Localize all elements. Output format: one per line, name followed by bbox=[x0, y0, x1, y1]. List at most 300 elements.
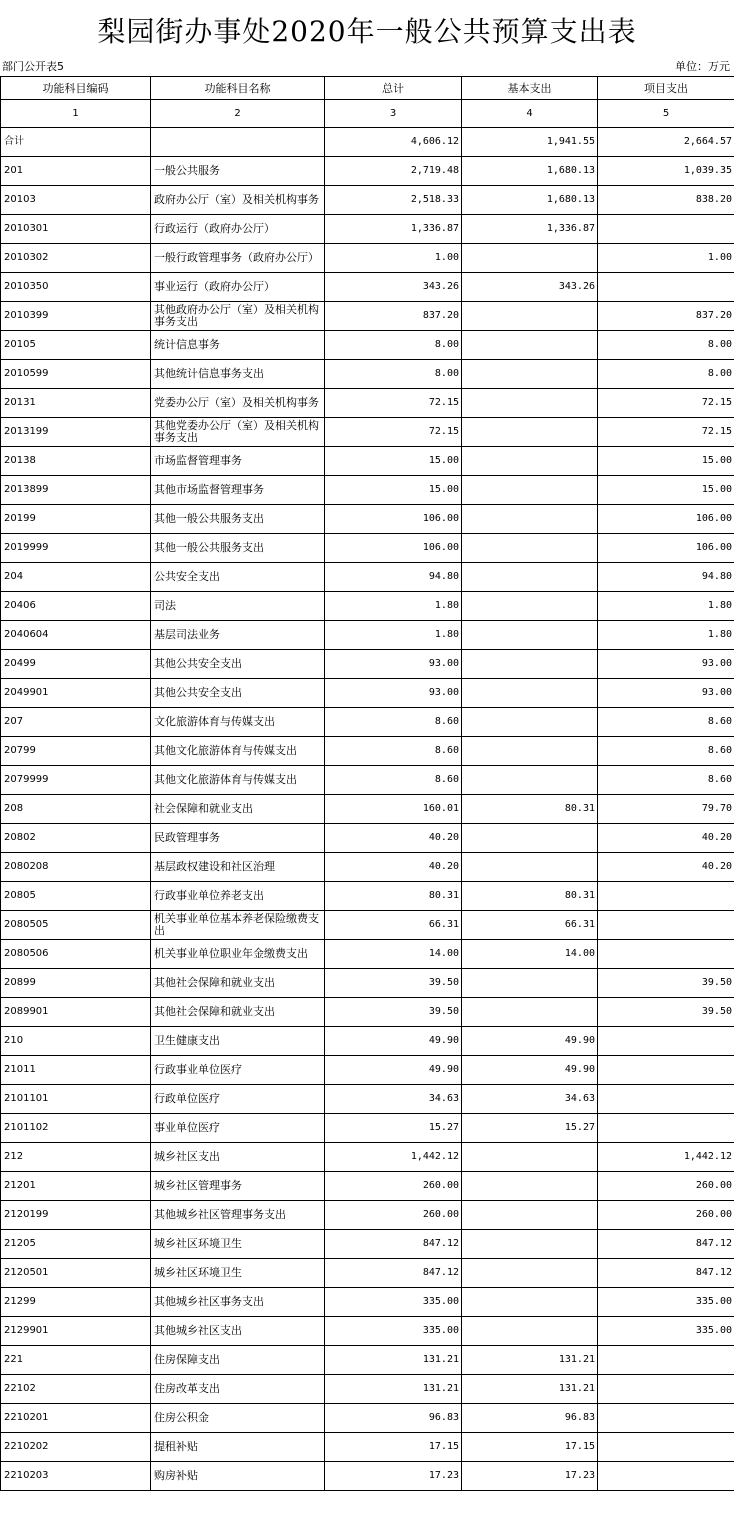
total-cell: 131.21 bbox=[325, 1375, 462, 1404]
total-cell: 93.00 bbox=[325, 650, 462, 679]
name-cell: 行政单位医疗 bbox=[151, 1085, 325, 1114]
total-cell: 1,442.12 bbox=[325, 1143, 462, 1172]
code-cell: 2129901 bbox=[1, 1317, 151, 1346]
table-row bbox=[1, 621, 734, 650]
table-row bbox=[1, 302, 734, 331]
total-cell: 72.15 bbox=[325, 389, 462, 418]
code-cell: 2019999 bbox=[1, 534, 151, 563]
index-cell: 3 bbox=[325, 100, 462, 128]
name-cell: 基层政权建设和社区治理 bbox=[151, 853, 325, 882]
basic-cell: 131.21 bbox=[462, 1346, 598, 1375]
code-cell: 21011 bbox=[1, 1056, 151, 1085]
total-cell: 847.12 bbox=[325, 1259, 462, 1288]
project-cell bbox=[598, 911, 734, 940]
name-cell: 其他城乡社区管理事务支出 bbox=[151, 1201, 325, 1230]
table-row bbox=[1, 273, 734, 302]
total-cell: 80.31 bbox=[325, 882, 462, 911]
project-cell: 1,442.12 bbox=[598, 1143, 734, 1172]
code-cell: 21205 bbox=[1, 1230, 151, 1259]
code-cell: 22102 bbox=[1, 1375, 151, 1404]
basic-cell: 17.15 bbox=[462, 1433, 598, 1462]
total-cell: 106.00 bbox=[325, 505, 462, 534]
code-cell: 2120199 bbox=[1, 1201, 151, 1230]
basic-cell bbox=[462, 389, 598, 418]
basic-cell bbox=[462, 1259, 598, 1288]
total-cell: 1.80 bbox=[325, 592, 462, 621]
name-cell: 其他统计信息事务支出 bbox=[151, 360, 325, 389]
total-cell: 34.63 bbox=[325, 1085, 462, 1114]
basic-cell bbox=[462, 302, 598, 331]
name-cell: 其他一般公共服务支出 bbox=[151, 505, 325, 534]
project-cell: 847.12 bbox=[598, 1230, 734, 1259]
code-cell: 2010350 bbox=[1, 273, 151, 302]
total-cell: 96.83 bbox=[325, 1404, 462, 1433]
project-cell: 15.00 bbox=[598, 447, 734, 476]
name-cell: 社会保障和就业支出 bbox=[151, 795, 325, 824]
total-cell: 17.23 bbox=[325, 1462, 462, 1491]
total-cell: 17.15 bbox=[325, 1433, 462, 1462]
name-cell: 一般公共服务 bbox=[151, 157, 325, 186]
basic-cell bbox=[462, 534, 598, 563]
table-body bbox=[1, 128, 734, 1491]
code-cell: 207 bbox=[1, 708, 151, 737]
table-row bbox=[1, 1317, 734, 1346]
basic-cell bbox=[462, 1288, 598, 1317]
project-cell: 72.15 bbox=[598, 418, 734, 447]
project-cell: 79.70 bbox=[598, 795, 734, 824]
total-cell: 93.00 bbox=[325, 679, 462, 708]
project-cell: 8.60 bbox=[598, 708, 734, 737]
project-cell bbox=[598, 273, 734, 302]
project-cell bbox=[598, 1027, 734, 1056]
total-cell: 72.15 bbox=[325, 418, 462, 447]
table-row bbox=[1, 389, 734, 418]
code-cell: 20199 bbox=[1, 505, 151, 534]
total-cell: 847.12 bbox=[325, 1230, 462, 1259]
basic-cell bbox=[462, 592, 598, 621]
project-cell: 1.80 bbox=[598, 592, 734, 621]
table-row bbox=[1, 650, 734, 679]
code-cell: 2101102 bbox=[1, 1114, 151, 1143]
basic-cell: 1,941.55 bbox=[462, 128, 598, 157]
table-row bbox=[1, 244, 734, 273]
project-cell bbox=[598, 1433, 734, 1462]
name-cell: 其他城乡社区支出 bbox=[151, 1317, 325, 1346]
table-row bbox=[1, 1230, 734, 1259]
name-cell: 政府办公厅（室）及相关机构事务 bbox=[151, 186, 325, 215]
code-cell: 20799 bbox=[1, 737, 151, 766]
table-row bbox=[1, 1114, 734, 1143]
code-cell: 210 bbox=[1, 1027, 151, 1056]
name-cell: 公共安全支出 bbox=[151, 563, 325, 592]
code-cell: 2010301 bbox=[1, 215, 151, 244]
header-total: 总计 bbox=[325, 77, 462, 100]
project-cell: 8.00 bbox=[598, 331, 734, 360]
table-row bbox=[1, 447, 734, 476]
total-cell: 1.00 bbox=[325, 244, 462, 273]
code-cell: 2080208 bbox=[1, 853, 151, 882]
name-cell: 行政事业单位养老支出 bbox=[151, 882, 325, 911]
table-row bbox=[1, 1375, 734, 1404]
name-cell: 其他社会保障和就业支出 bbox=[151, 998, 325, 1027]
name-cell: 购房补贴 bbox=[151, 1462, 325, 1491]
header-name: 功能科目名称 bbox=[151, 77, 325, 100]
total-cell: 260.00 bbox=[325, 1172, 462, 1201]
name-cell: 司法 bbox=[151, 592, 325, 621]
name-cell: 城乡社区支出 bbox=[151, 1143, 325, 1172]
project-cell bbox=[598, 1404, 734, 1433]
table-row bbox=[1, 505, 734, 534]
total-cell: 343.26 bbox=[325, 273, 462, 302]
name-cell: 行政运行（政府办公厅） bbox=[151, 215, 325, 244]
basic-cell bbox=[462, 476, 598, 505]
table-row bbox=[1, 331, 734, 360]
code-cell: 2080506 bbox=[1, 940, 151, 969]
project-cell: 39.50 bbox=[598, 969, 734, 998]
project-cell: 1,039.35 bbox=[598, 157, 734, 186]
basic-cell bbox=[462, 244, 598, 273]
table-row bbox=[1, 360, 734, 389]
total-cell: 260.00 bbox=[325, 1201, 462, 1230]
basic-cell bbox=[462, 621, 598, 650]
project-cell: 40.20 bbox=[598, 853, 734, 882]
basic-cell bbox=[462, 737, 598, 766]
project-cell bbox=[598, 1462, 734, 1491]
basic-cell bbox=[462, 505, 598, 534]
table-row bbox=[1, 969, 734, 998]
index-cell: 2 bbox=[151, 100, 325, 128]
basic-cell: 1,680.13 bbox=[462, 157, 598, 186]
name-cell: 其他党委办公厅（室）及相关机构事务支出 bbox=[151, 418, 325, 447]
name-cell: 城乡社区环境卫生 bbox=[151, 1230, 325, 1259]
code-cell: 2010399 bbox=[1, 302, 151, 331]
table-row bbox=[1, 940, 734, 969]
basic-cell: 49.90 bbox=[462, 1027, 598, 1056]
basic-cell bbox=[462, 563, 598, 592]
basic-cell bbox=[462, 679, 598, 708]
code-cell: 221 bbox=[1, 1346, 151, 1375]
code-cell: 2089901 bbox=[1, 998, 151, 1027]
table-row bbox=[1, 563, 734, 592]
project-cell: 39.50 bbox=[598, 998, 734, 1027]
code-cell: 2010302 bbox=[1, 244, 151, 273]
name-cell: 城乡社区环境卫生 bbox=[151, 1259, 325, 1288]
table-row bbox=[1, 795, 734, 824]
code-cell: 21201 bbox=[1, 1172, 151, 1201]
name-cell: 其他文化旅游体育与传媒支出 bbox=[151, 737, 325, 766]
basic-cell bbox=[462, 1230, 598, 1259]
name-cell: 基层司法业务 bbox=[151, 621, 325, 650]
total-cell: 40.20 bbox=[325, 824, 462, 853]
table-row bbox=[1, 1143, 734, 1172]
table-row bbox=[1, 1346, 734, 1375]
project-cell: 1.80 bbox=[598, 621, 734, 650]
table-row bbox=[1, 592, 734, 621]
basic-cell bbox=[462, 708, 598, 737]
basic-cell bbox=[462, 1143, 598, 1172]
name-cell: 一般行政管理事务（政府办公厅） bbox=[151, 244, 325, 273]
total-cell: 8.00 bbox=[325, 331, 462, 360]
sub-header bbox=[0, 58, 734, 76]
table-row bbox=[1, 998, 734, 1027]
name-cell: 党委办公厅（室）及相关机构事务 bbox=[151, 389, 325, 418]
code-cell: 20105 bbox=[1, 331, 151, 360]
table-row bbox=[1, 1172, 734, 1201]
basic-cell bbox=[462, 824, 598, 853]
total-cell: 1,336.87 bbox=[325, 215, 462, 244]
form-label: 部门公开表5 bbox=[2, 60, 64, 73]
table-row bbox=[1, 1462, 734, 1491]
total-cell: 2,719.48 bbox=[325, 157, 462, 186]
total-cell: 14.00 bbox=[325, 940, 462, 969]
basic-cell: 80.31 bbox=[462, 882, 598, 911]
name-cell: 其他社会保障和就业支出 bbox=[151, 969, 325, 998]
project-cell: 335.00 bbox=[598, 1317, 734, 1346]
table-row bbox=[1, 476, 734, 505]
name-cell: 其他公共安全支出 bbox=[151, 679, 325, 708]
total-cell: 40.20 bbox=[325, 853, 462, 882]
project-cell: 260.00 bbox=[598, 1201, 734, 1230]
name-cell: 其他文化旅游体育与传媒支出 bbox=[151, 766, 325, 795]
project-cell bbox=[598, 1375, 734, 1404]
table-row bbox=[1, 1027, 734, 1056]
basic-cell: 131.21 bbox=[462, 1375, 598, 1404]
total-cell: 335.00 bbox=[325, 1288, 462, 1317]
basic-cell: 80.31 bbox=[462, 795, 598, 824]
table-row bbox=[1, 708, 734, 737]
basic-cell bbox=[462, 853, 598, 882]
table-row bbox=[1, 824, 734, 853]
name-cell: 住房保障支出 bbox=[151, 1346, 325, 1375]
index-cell: 5 bbox=[598, 100, 734, 128]
code-cell: 201 bbox=[1, 157, 151, 186]
basic-cell bbox=[462, 1201, 598, 1230]
table-row bbox=[1, 1259, 734, 1288]
total-cell: 15.00 bbox=[325, 476, 462, 505]
basic-cell bbox=[462, 331, 598, 360]
name-cell: 事业单位医疗 bbox=[151, 1114, 325, 1143]
code-cell: 2010599 bbox=[1, 360, 151, 389]
name-cell: 城乡社区管理事务 bbox=[151, 1172, 325, 1201]
basic-cell: 1,680.13 bbox=[462, 186, 598, 215]
name-cell: 民政管理事务 bbox=[151, 824, 325, 853]
basic-cell: 49.90 bbox=[462, 1056, 598, 1085]
project-cell: 93.00 bbox=[598, 650, 734, 679]
name-cell: 统计信息事务 bbox=[151, 331, 325, 360]
project-cell: 8.00 bbox=[598, 360, 734, 389]
header-project: 项目支出 bbox=[598, 77, 734, 100]
code-cell: 20131 bbox=[1, 389, 151, 418]
project-cell: 1.00 bbox=[598, 244, 734, 273]
table-row bbox=[1, 215, 734, 244]
name-cell: 住房改革支出 bbox=[151, 1375, 325, 1404]
code-cell: 20805 bbox=[1, 882, 151, 911]
code-cell: 合计 bbox=[1, 128, 151, 157]
code-cell: 2079999 bbox=[1, 766, 151, 795]
project-cell: 8.60 bbox=[598, 737, 734, 766]
basic-cell: 343.26 bbox=[462, 273, 598, 302]
total-cell: 131.21 bbox=[325, 1346, 462, 1375]
table-row bbox=[1, 1085, 734, 1114]
basic-cell: 96.83 bbox=[462, 1404, 598, 1433]
table-row bbox=[1, 1288, 734, 1317]
code-cell: 20406 bbox=[1, 592, 151, 621]
code-cell: 2013199 bbox=[1, 418, 151, 447]
total-cell: 39.50 bbox=[325, 998, 462, 1027]
total-cell: 8.00 bbox=[325, 360, 462, 389]
project-cell bbox=[598, 1346, 734, 1375]
code-cell: 2101101 bbox=[1, 1085, 151, 1114]
total-cell: 8.60 bbox=[325, 708, 462, 737]
basic-cell: 14.00 bbox=[462, 940, 598, 969]
header-basic: 基本支出 bbox=[462, 77, 598, 100]
table-row bbox=[1, 128, 734, 157]
code-cell: 2080505 bbox=[1, 911, 151, 940]
project-cell: 106.00 bbox=[598, 505, 734, 534]
code-cell: 21299 bbox=[1, 1288, 151, 1317]
project-cell bbox=[598, 215, 734, 244]
total-cell: 66.31 bbox=[325, 911, 462, 940]
project-cell bbox=[598, 940, 734, 969]
project-cell bbox=[598, 1085, 734, 1114]
basic-cell bbox=[462, 1172, 598, 1201]
index-row bbox=[1, 100, 734, 128]
unit-label: 单位：万元 bbox=[675, 60, 730, 73]
project-cell: 335.00 bbox=[598, 1288, 734, 1317]
name-cell: 机关事业单位职业年金缴费支出 bbox=[151, 940, 325, 969]
project-cell: 837.20 bbox=[598, 302, 734, 331]
header-row bbox=[1, 77, 734, 100]
code-cell: 2210201 bbox=[1, 1404, 151, 1433]
table-row bbox=[1, 534, 734, 563]
total-cell: 1.80 bbox=[325, 621, 462, 650]
code-cell: 204 bbox=[1, 563, 151, 592]
name-cell: 其他政府办公厅（室）及相关机构事务支出 bbox=[151, 302, 325, 331]
code-cell: 20802 bbox=[1, 824, 151, 853]
table-row bbox=[1, 157, 734, 186]
table-row bbox=[1, 911, 734, 940]
project-cell bbox=[598, 1114, 734, 1143]
table-row bbox=[1, 882, 734, 911]
total-cell: 2,518.33 bbox=[325, 186, 462, 215]
total-cell: 335.00 bbox=[325, 1317, 462, 1346]
table-row bbox=[1, 1201, 734, 1230]
code-cell: 2049901 bbox=[1, 679, 151, 708]
project-cell: 2,664.57 bbox=[598, 128, 734, 157]
total-cell: 8.60 bbox=[325, 737, 462, 766]
index-cell: 4 bbox=[462, 100, 598, 128]
code-cell: 2120501 bbox=[1, 1259, 151, 1288]
total-cell: 106.00 bbox=[325, 534, 462, 563]
basic-cell: 15.27 bbox=[462, 1114, 598, 1143]
table-row bbox=[1, 766, 734, 795]
name-cell: 市场监督管理事务 bbox=[151, 447, 325, 476]
table-row bbox=[1, 1433, 734, 1462]
project-cell: 72.15 bbox=[598, 389, 734, 418]
table-row bbox=[1, 853, 734, 882]
basic-cell bbox=[462, 998, 598, 1027]
basic-cell bbox=[462, 766, 598, 795]
name-cell: 行政事业单位医疗 bbox=[151, 1056, 325, 1085]
code-cell: 208 bbox=[1, 795, 151, 824]
name-cell: 机关事业单位基本养老保险缴费支出 bbox=[151, 911, 325, 940]
basic-cell: 34.63 bbox=[462, 1085, 598, 1114]
name-cell: 事业运行（政府办公厅） bbox=[151, 273, 325, 302]
total-cell: 837.20 bbox=[325, 302, 462, 331]
table-row bbox=[1, 679, 734, 708]
basic-cell bbox=[462, 1317, 598, 1346]
project-cell bbox=[598, 1056, 734, 1085]
basic-cell bbox=[462, 650, 598, 679]
total-cell: 49.90 bbox=[325, 1027, 462, 1056]
project-cell: 106.00 bbox=[598, 534, 734, 563]
name-cell: 住房公积金 bbox=[151, 1404, 325, 1433]
table-row bbox=[1, 737, 734, 766]
code-cell: 20103 bbox=[1, 186, 151, 215]
basic-cell bbox=[462, 360, 598, 389]
project-cell: 260.00 bbox=[598, 1172, 734, 1201]
header-code: 功能科目编码 bbox=[1, 77, 151, 100]
code-cell: 212 bbox=[1, 1143, 151, 1172]
basic-cell bbox=[462, 969, 598, 998]
total-cell: 94.80 bbox=[325, 563, 462, 592]
total-cell: 8.60 bbox=[325, 766, 462, 795]
basic-cell: 17.23 bbox=[462, 1462, 598, 1491]
project-cell: 838.20 bbox=[598, 186, 734, 215]
name-cell: 其他公共安全支出 bbox=[151, 650, 325, 679]
code-cell: 20899 bbox=[1, 969, 151, 998]
code-cell: 20138 bbox=[1, 447, 151, 476]
total-cell: 4,606.12 bbox=[325, 128, 462, 157]
page-title: 梨园街办事处2020年一般公共预算支出表 bbox=[97, 15, 637, 48]
name-cell: 提租补贴 bbox=[151, 1433, 325, 1462]
total-cell: 39.50 bbox=[325, 969, 462, 998]
code-cell: 20499 bbox=[1, 650, 151, 679]
code-cell: 2040604 bbox=[1, 621, 151, 650]
name-cell: 卫生健康支出 bbox=[151, 1027, 325, 1056]
name-cell: 文化旅游体育与传媒支出 bbox=[151, 708, 325, 737]
name-cell: 其他市场监督管理事务 bbox=[151, 476, 325, 505]
project-cell: 93.00 bbox=[598, 679, 734, 708]
total-cell: 49.90 bbox=[325, 1056, 462, 1085]
basic-cell bbox=[462, 418, 598, 447]
basic-cell: 66.31 bbox=[462, 911, 598, 940]
project-cell: 94.80 bbox=[598, 563, 734, 592]
project-cell: 15.00 bbox=[598, 476, 734, 505]
project-cell: 40.20 bbox=[598, 824, 734, 853]
name-cell: 其他一般公共服务支出 bbox=[151, 534, 325, 563]
code-cell: 2210203 bbox=[1, 1462, 151, 1491]
name-cell: 其他城乡社区事务支出 bbox=[151, 1288, 325, 1317]
table-row bbox=[1, 1056, 734, 1085]
code-cell: 2013899 bbox=[1, 476, 151, 505]
code-cell: 2210202 bbox=[1, 1433, 151, 1462]
name-cell bbox=[151, 128, 325, 157]
basic-cell: 1,336.87 bbox=[462, 215, 598, 244]
table-row bbox=[1, 418, 734, 447]
total-cell: 160.01 bbox=[325, 795, 462, 824]
project-cell bbox=[598, 882, 734, 911]
index-cell: 1 bbox=[1, 100, 151, 128]
project-cell: 8.60 bbox=[598, 766, 734, 795]
budget-table bbox=[0, 76, 734, 1491]
project-cell: 847.12 bbox=[598, 1259, 734, 1288]
basic-cell bbox=[462, 447, 598, 476]
total-cell: 15.27 bbox=[325, 1114, 462, 1143]
table-row bbox=[1, 186, 734, 215]
table-row bbox=[1, 1404, 734, 1433]
total-cell: 15.00 bbox=[325, 447, 462, 476]
